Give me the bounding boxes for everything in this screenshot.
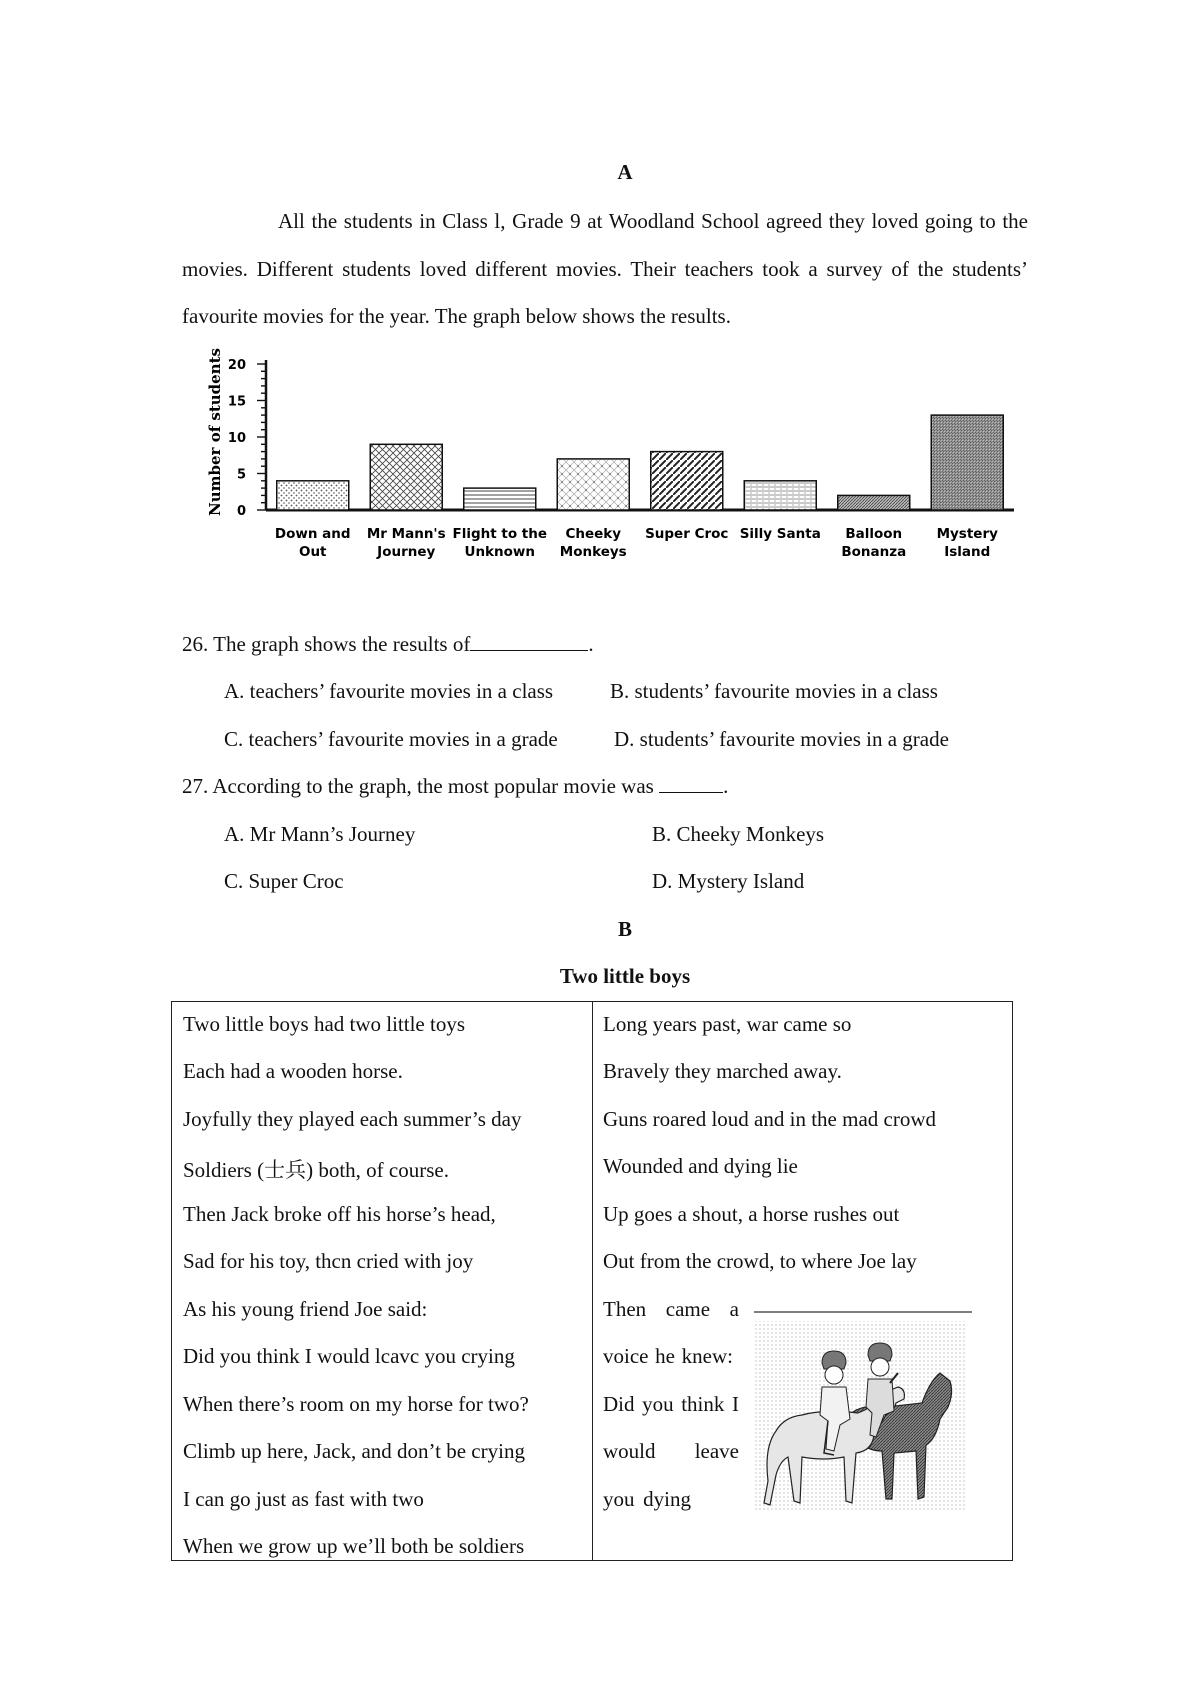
poem-wrapped-line	[603, 1439, 739, 1464]
poem-left-line: I can go just as fast with two	[183, 1487, 424, 1511]
word: Did	[603, 1392, 635, 1416]
poem-left-line: Soldiers (士兵) both, of course.	[183, 1158, 449, 1182]
poem-right-line: Long years past, war came so	[603, 1012, 852, 1036]
section-a-heading: A	[617, 160, 633, 184]
bar	[277, 481, 349, 510]
q26-option-a[interactable]: A. teachers’ favourite movies in a class	[224, 679, 554, 703]
x-category-label: Monkeys	[559, 544, 627, 560]
x-category-label: Down and	[274, 526, 351, 542]
word: I	[732, 1392, 739, 1416]
poem-left-line: Two little boys had two little toys	[183, 1012, 466, 1036]
chart-bars	[277, 415, 1004, 510]
word: a	[729, 1297, 739, 1321]
bar	[838, 495, 910, 510]
question-27	[182, 774, 728, 799]
word: came	[665, 1297, 711, 1321]
q26-option-c[interactable]: C. teachers’ favourite movies in a grade	[224, 727, 558, 751]
word: think	[681, 1392, 725, 1416]
q27-option-a[interactable]: A. Mr Mann’s Journey	[224, 822, 416, 846]
chart-x-labels	[275, 526, 998, 560]
y-tick-label: 5	[236, 467, 246, 483]
y-tick-label: 20	[227, 358, 246, 373]
x-category-label: Balloon	[845, 526, 903, 542]
x-category-label: Mr Mann's	[366, 526, 446, 542]
bar	[931, 415, 1003, 510]
q27-stem: 27. According to the graph, the most popular movie was	[182, 774, 654, 798]
poem-left-line: As his young friend Joe said:	[183, 1297, 428, 1321]
poem-left-line: Each had a wooden horse.	[183, 1059, 403, 1083]
y-tick-label: 10	[227, 431, 246, 446]
word: voice	[603, 1344, 649, 1368]
q26-blank[interactable]	[470, 632, 588, 651]
q26-end: .	[588, 632, 594, 656]
word: would	[603, 1439, 656, 1463]
poem-wrapped-line	[603, 1297, 739, 1322]
bar	[557, 459, 629, 510]
boys-on-horses-illustration	[754, 1311, 972, 1515]
poem-wrapped-line	[603, 1487, 691, 1512]
poem-right-line: Wounded and dying lie	[603, 1154, 798, 1178]
bar	[744, 481, 816, 510]
x-category-label: Flight to the	[452, 526, 548, 542]
x-category-label: Journey	[377, 544, 436, 560]
intro-text: All the students in Class l, Grade 9 at Woodland School agreed they loved going to the movies. Different students loved different movies. Their teachers took a survey of the students’ favourite movies for the year. The graph below shows the results.	[182, 209, 1028, 328]
y-axis-label: Number of students	[206, 348, 224, 516]
poem-wrapped-line	[603, 1344, 733, 1369]
poem-left-line: Then Jack broke off his horse’s head,	[183, 1202, 496, 1226]
q27-end: .	[723, 774, 729, 798]
x-category-label: Super Croc	[645, 526, 729, 542]
question-26	[182, 632, 594, 657]
x-category-label: Bonanza	[841, 544, 907, 560]
poem-right-line: Out from the crowd, to where Joe lay	[603, 1249, 917, 1273]
y-tick-label: 0	[236, 504, 246, 519]
poem-left-line: When we grow up we’ll both be soldiers	[183, 1534, 525, 1558]
poem-left-line: Climb up here, Jack, and don’t be crying	[183, 1439, 525, 1463]
section-b-heading: B	[617, 917, 632, 941]
word: Then	[603, 1297, 647, 1321]
poem-left-line: Sad for his toy, thcn cried with joy	[183, 1249, 474, 1273]
poem-column-divider	[592, 1002, 593, 1560]
poem-right-line: Up goes a shout, a horse rushes out	[603, 1202, 900, 1226]
x-category-label: Unknown	[464, 544, 536, 560]
poem-wrapped-line	[603, 1392, 739, 1417]
x-category-label: Cheeky	[565, 526, 622, 542]
q27-blank[interactable]	[659, 774, 723, 793]
word: leave	[694, 1439, 739, 1463]
poem-left-line: Did you think I would lcavc you crying	[183, 1344, 515, 1368]
bar	[464, 488, 536, 510]
x-category-label: Mystery	[936, 526, 998, 542]
word: knew:	[681, 1344, 733, 1368]
q27-option-b[interactable]: B. Cheeky Monkeys	[652, 822, 825, 846]
q26-option-b[interactable]: B. students’ favourite movies in a class	[610, 679, 938, 703]
bar	[651, 452, 723, 510]
q26-stem: 26. The graph shows the results of	[182, 632, 471, 656]
bar	[370, 444, 442, 510]
word: dying	[643, 1487, 691, 1511]
poem-right-line: Bravely they marched away.	[603, 1059, 842, 1083]
q26-option-d[interactable]: D. students’ favourite movies in a grade	[614, 727, 949, 751]
q27-option-c[interactable]: C. Super Croc	[224, 869, 344, 893]
word: you	[642, 1392, 674, 1416]
x-category-label: Silly Santa	[739, 526, 821, 542]
x-category-label: Island	[944, 544, 991, 560]
word: you	[603, 1487, 635, 1511]
y-tick-label: 15	[227, 394, 246, 410]
poem-right-line: Guns roared loud and in the mad crowd	[603, 1107, 936, 1131]
section-a-intro	[182, 198, 1028, 341]
x-category-label: Out	[298, 544, 327, 560]
poem-title: Two little boys	[559, 964, 691, 988]
poem-left-line: When there’s room on my horse for two?	[183, 1392, 529, 1416]
word: he	[655, 1344, 675, 1368]
q27-option-d[interactable]: D. Mystery Island	[652, 869, 805, 893]
movie-bar-chart	[190, 334, 1030, 624]
poem-left-line: Joyfully they played each summer’s day	[183, 1107, 522, 1131]
